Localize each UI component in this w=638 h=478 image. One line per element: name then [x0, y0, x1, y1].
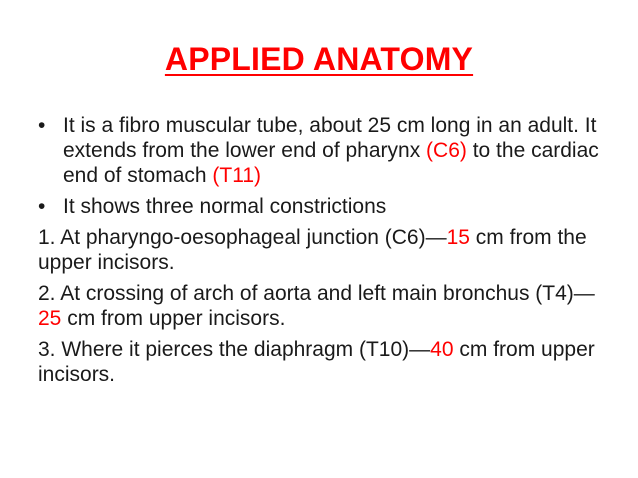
vertebral-level-highlight: (T11) [212, 164, 262, 187]
distance-value: 15 [446, 226, 470, 249]
bullet-text: to the cardiac end of stomach [63, 139, 599, 187]
vertebral-level-highlight: (C6) [426, 139, 467, 162]
constriction-text: 3. Where it pierces the diaphragm (T10)— [38, 338, 431, 361]
bullet-text: It is a fibro muscular tube, about 25 cm long in an adult. It extends from the lower end of pharynx [63, 114, 597, 162]
constriction-item [38, 225, 618, 275]
bullet-item [38, 194, 618, 219]
slide-title: APPLIED ANATOMY [164, 41, 474, 77]
constriction-text: cm from the upper incisors. [38, 226, 587, 274]
slide-body [38, 113, 618, 393]
constriction-text: 1. At pharyngo-oesophageal junction (C6)— [38, 226, 447, 249]
bullet-dot-icon: • [38, 195, 46, 218]
bullet-item [38, 113, 618, 188]
constriction-item [38, 281, 618, 331]
distance-value: 40 [430, 338, 454, 361]
bullet-text: It shows three normal constrictions [63, 195, 387, 218]
constriction-text: 2. At crossing of arch of aorta and left main bronchus (T4)— [38, 282, 595, 305]
distance-value: 25 [38, 307, 62, 330]
bullet-dot-icon: • [38, 114, 46, 137]
constriction-text: cm from upper incisors. [61, 307, 286, 330]
constriction-item [38, 337, 618, 387]
constriction-text: cm from upper incisors. [38, 338, 595, 386]
